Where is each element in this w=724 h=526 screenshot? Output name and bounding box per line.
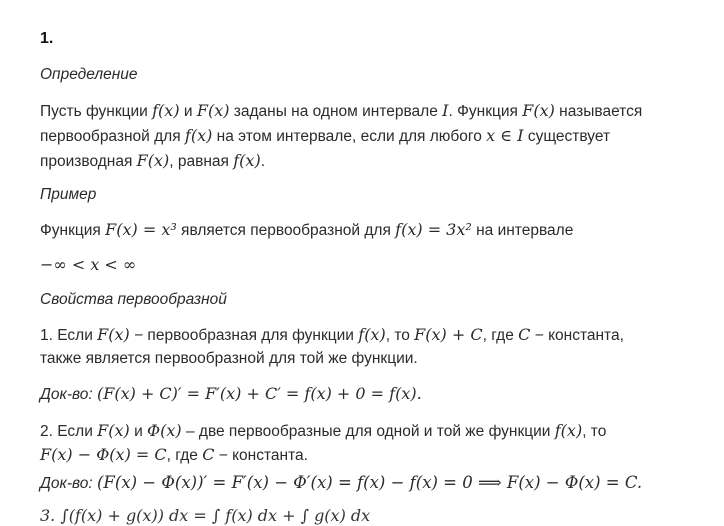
example-line-1 bbox=[40, 220, 573, 240]
text: заданы на одном интервале bbox=[229, 103, 443, 120]
math-C: C bbox=[518, 325, 531, 344]
math-Fx: F(x) bbox=[136, 151, 170, 170]
text: называется bbox=[554, 103, 643, 120]
math-formula: (F(x) − Φ(x))′ = F′(x) − Φ′(x) = f(x) − f(x) = 0 ⟹ F(x) − Φ(x) = C. bbox=[97, 473, 643, 492]
section-number: 1. bbox=[40, 30, 54, 47]
math-C: C bbox=[202, 445, 215, 464]
math-formula: F(x) − Φ(x) = C bbox=[40, 445, 167, 464]
math-interval: −∞ < x < ∞ bbox=[40, 255, 137, 274]
text: производная bbox=[40, 153, 137, 170]
property-2-line-1 bbox=[40, 421, 606, 441]
math-fx: f(x) bbox=[358, 325, 386, 344]
example-line-2 bbox=[40, 255, 136, 275]
text: − константа, bbox=[530, 327, 624, 344]
text: , где bbox=[482, 327, 519, 344]
text: 1. Если bbox=[40, 327, 98, 344]
math-formula: (F(x) + C)′ = F′(x) + C′ = f(x) + 0 = f(x). bbox=[97, 384, 422, 403]
definition-line-1 bbox=[40, 101, 642, 121]
proof-2 bbox=[40, 473, 642, 493]
definition-title: Определение bbox=[40, 66, 138, 83]
math-formula: F(x) = x³ bbox=[105, 220, 177, 239]
text: на интервале bbox=[471, 222, 574, 239]
text: . Функция bbox=[448, 103, 523, 120]
proof-label: Док-во: bbox=[40, 475, 97, 492]
math-formula: f(x) = 3x² bbox=[395, 220, 472, 239]
text: и bbox=[129, 423, 148, 440]
text: , то bbox=[582, 423, 607, 440]
math-formula: 3. ∫(f(x) + g(x)) dx = ∫ f(x) dx + ∫ g(x) dx bbox=[40, 506, 371, 525]
definition-line-3 bbox=[40, 151, 265, 171]
properties-title: Свойства первообразной bbox=[40, 291, 227, 308]
proof-label: Док-во: bbox=[40, 386, 97, 403]
text: , где bbox=[166, 447, 203, 464]
math-I: I bbox=[442, 101, 449, 120]
math-fx: f(x) bbox=[554, 421, 583, 440]
text: существует bbox=[523, 128, 611, 145]
property-2-line-2 bbox=[40, 445, 308, 465]
text: − первообразная для функции bbox=[129, 327, 359, 344]
text: Пусть функции bbox=[40, 103, 153, 120]
text: на этом интервале, если для любого bbox=[212, 128, 487, 145]
math-x-in-I: x ∈ I bbox=[486, 126, 524, 145]
text: − константа. bbox=[214, 447, 308, 464]
math-Phi: Φ(x) bbox=[147, 421, 182, 440]
math-Fx: F(x) bbox=[196, 101, 230, 120]
property-1-line-1 bbox=[40, 325, 624, 345]
math-fx: f(x) bbox=[152, 101, 180, 120]
text: является первообразной для bbox=[176, 222, 396, 239]
text: , равная bbox=[169, 153, 234, 170]
text: – две первообразные для одной и той же функции bbox=[181, 423, 555, 440]
text: 2. Если bbox=[40, 423, 98, 440]
math-Fx: F(x) bbox=[97, 421, 130, 440]
math-formula: F(x) + C bbox=[414, 325, 483, 344]
text: , то bbox=[385, 327, 415, 344]
text: Функция bbox=[40, 222, 106, 239]
text: и bbox=[179, 103, 197, 120]
property-1-line-2: также является первообразной для той же функции. bbox=[40, 350, 418, 367]
text: . bbox=[260, 153, 265, 170]
example-title: Пример bbox=[40, 186, 97, 203]
text: первообразной для bbox=[40, 128, 185, 145]
definition-line-2 bbox=[40, 126, 610, 146]
proof-1 bbox=[40, 384, 422, 404]
math-fx: f(x) bbox=[184, 126, 213, 145]
math-Fx: F(x) bbox=[522, 101, 555, 120]
math-fx: f(x) bbox=[233, 151, 261, 170]
math-Fx: F(x) bbox=[97, 325, 130, 344]
property-3-line-1 bbox=[40, 506, 370, 526]
